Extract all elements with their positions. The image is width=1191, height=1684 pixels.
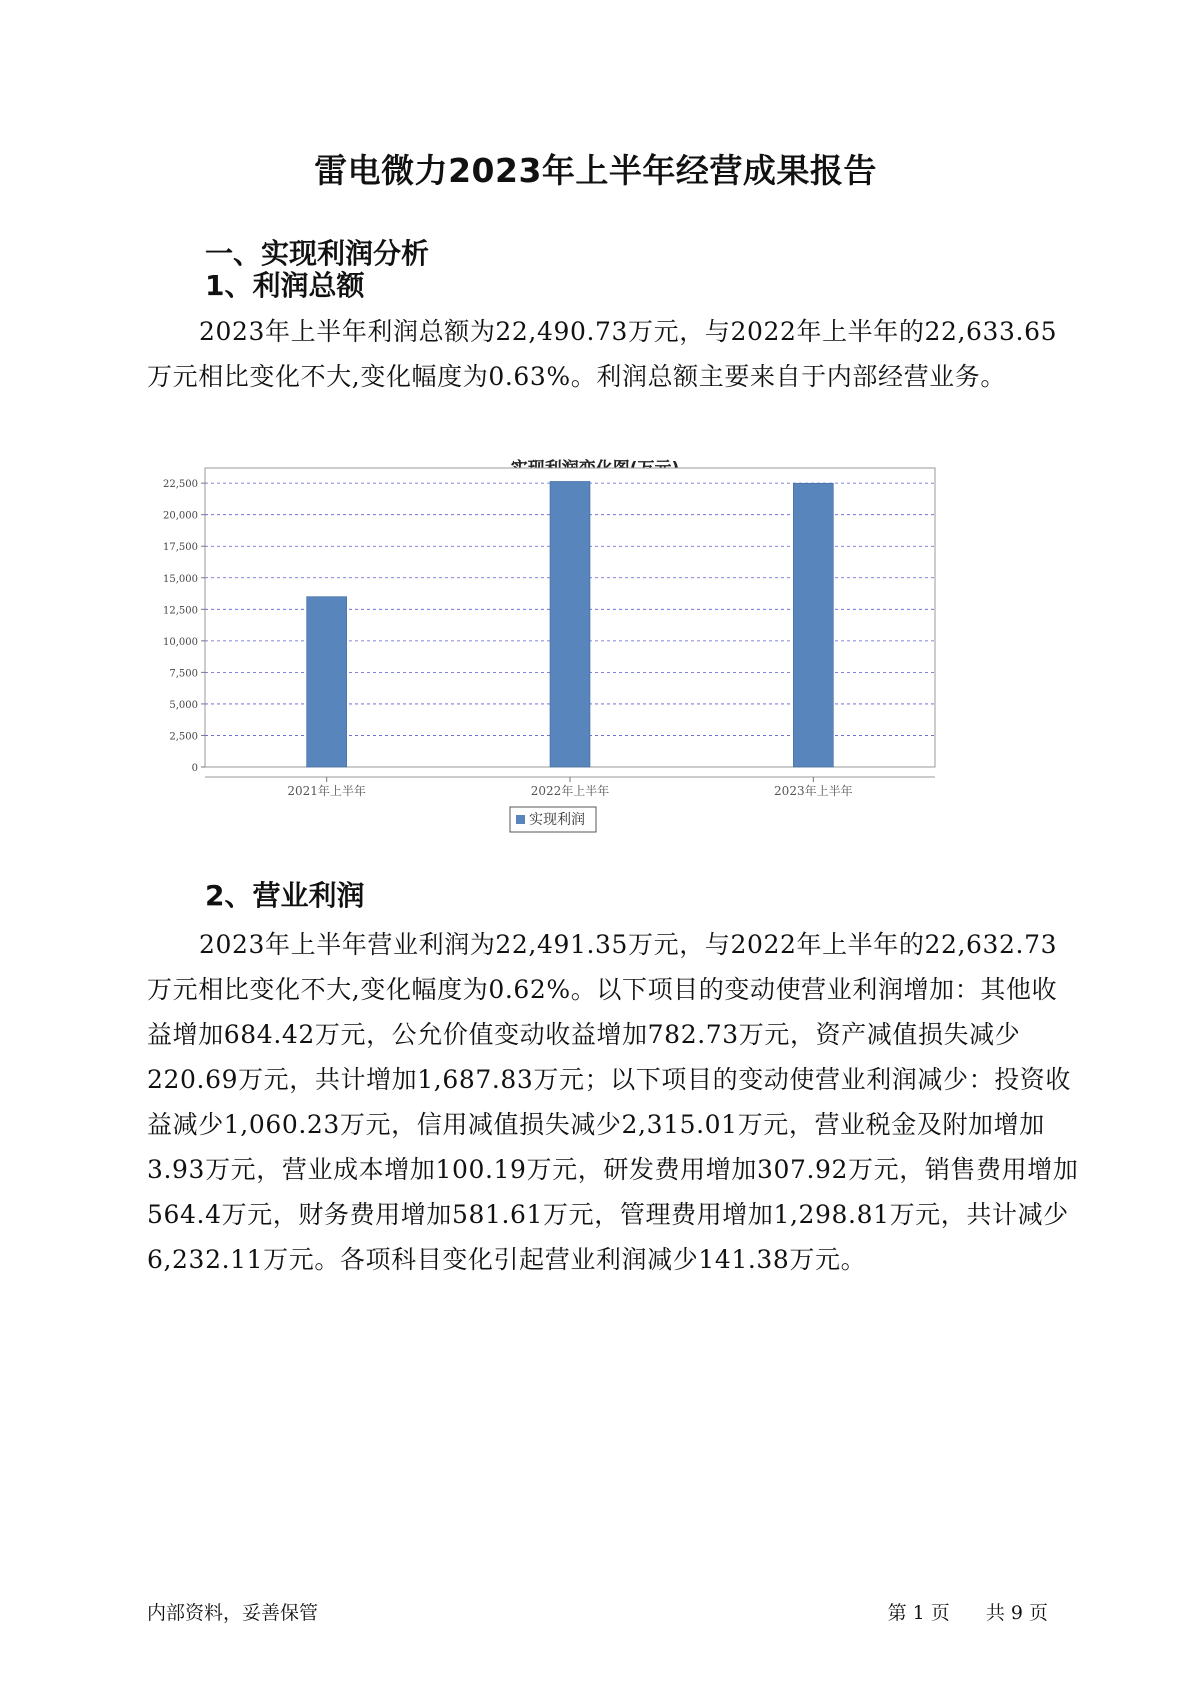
- page-title: 雷电微力2023年上半年经营成果报告: [314, 151, 877, 190]
- x-tick-label: 2022年上半年: [530, 784, 610, 798]
- x-tick-label: 2023年上半年: [774, 784, 853, 798]
- bar-chart-svg: [160, 456, 1030, 886]
- y-tick-label: 12,500: [163, 605, 198, 617]
- y-tick-label: 17,500: [163, 542, 198, 554]
- footer-confidential-note: 内部资料，妥善保管: [147, 1602, 319, 1624]
- page-number: 1: [912, 1602, 925, 1624]
- y-tick-label: 2,500: [169, 731, 198, 743]
- y-tick-label: 0: [191, 763, 198, 774]
- total-profit-paragraph: 2023年上半年利润总额为22,490.73万元，与2022年上半年的22,633.65万元相比变化不大,变化幅度为0.63%。利润总额主要来自于内部经营业务。: [147, 317, 1058, 391]
- x-tick-label: 2021年上半年: [287, 784, 366, 798]
- bar: [550, 481, 590, 767]
- page-unit: 页: [930, 1602, 950, 1624]
- y-tick-label: 7,500: [169, 668, 198, 680]
- total-unit: 页: [1028, 1602, 1048, 1624]
- legend-swatch: [516, 815, 525, 824]
- legend-label: 实现利润: [529, 812, 585, 828]
- y-tick-label: 22,500: [163, 479, 198, 491]
- bar: [793, 483, 833, 767]
- profit-chart: [160, 448, 1030, 908]
- operating-profit-paragraph: 2023年上半年营业利润为22,491.35万元，与2022年上半年的22,632.73万元相比变化不大,变化幅度为0.62%。以下项目的变动使营业利润增加：其他收益增加684.42万元，公允价值变动收益增加782.73万元，资产减值损失减少220.69万元，共计增加1,687.83万元；以下项目的变动使营业利润减少：投资收益减少1,060.23万元，信用减值损失减少2,315.01万元，营业税金及附加增加3.93万元，营业成本增加100.19万元，研发费用增加307.92万元，销售费用增加564.4万元，财务费用增加581.61万元，管理费用增加1,298.81万元，共计减少6,232.11万元。各项科目变化引起营业利润减少141.38万元。: [147, 930, 1079, 1274]
- bar: [307, 597, 347, 767]
- y-tick-label: 20,000: [163, 510, 198, 522]
- subsection-heading-total-profit: 1、利润总额: [205, 269, 365, 302]
- y-tick-label: 15,000: [163, 573, 198, 585]
- total-pages: 9: [1010, 1602, 1023, 1624]
- y-tick-label: 5,000: [169, 699, 198, 711]
- y-tick-label: 10,000: [163, 636, 198, 648]
- page-prefix: 第: [887, 1602, 907, 1624]
- section-heading-profit-analysis: 一、实现利润分析: [205, 237, 430, 270]
- footer-page-info: [885, 1598, 1051, 1625]
- total-prefix: 共: [985, 1602, 1005, 1624]
- subsection-heading-operating-profit: 2、营业利润: [205, 879, 365, 912]
